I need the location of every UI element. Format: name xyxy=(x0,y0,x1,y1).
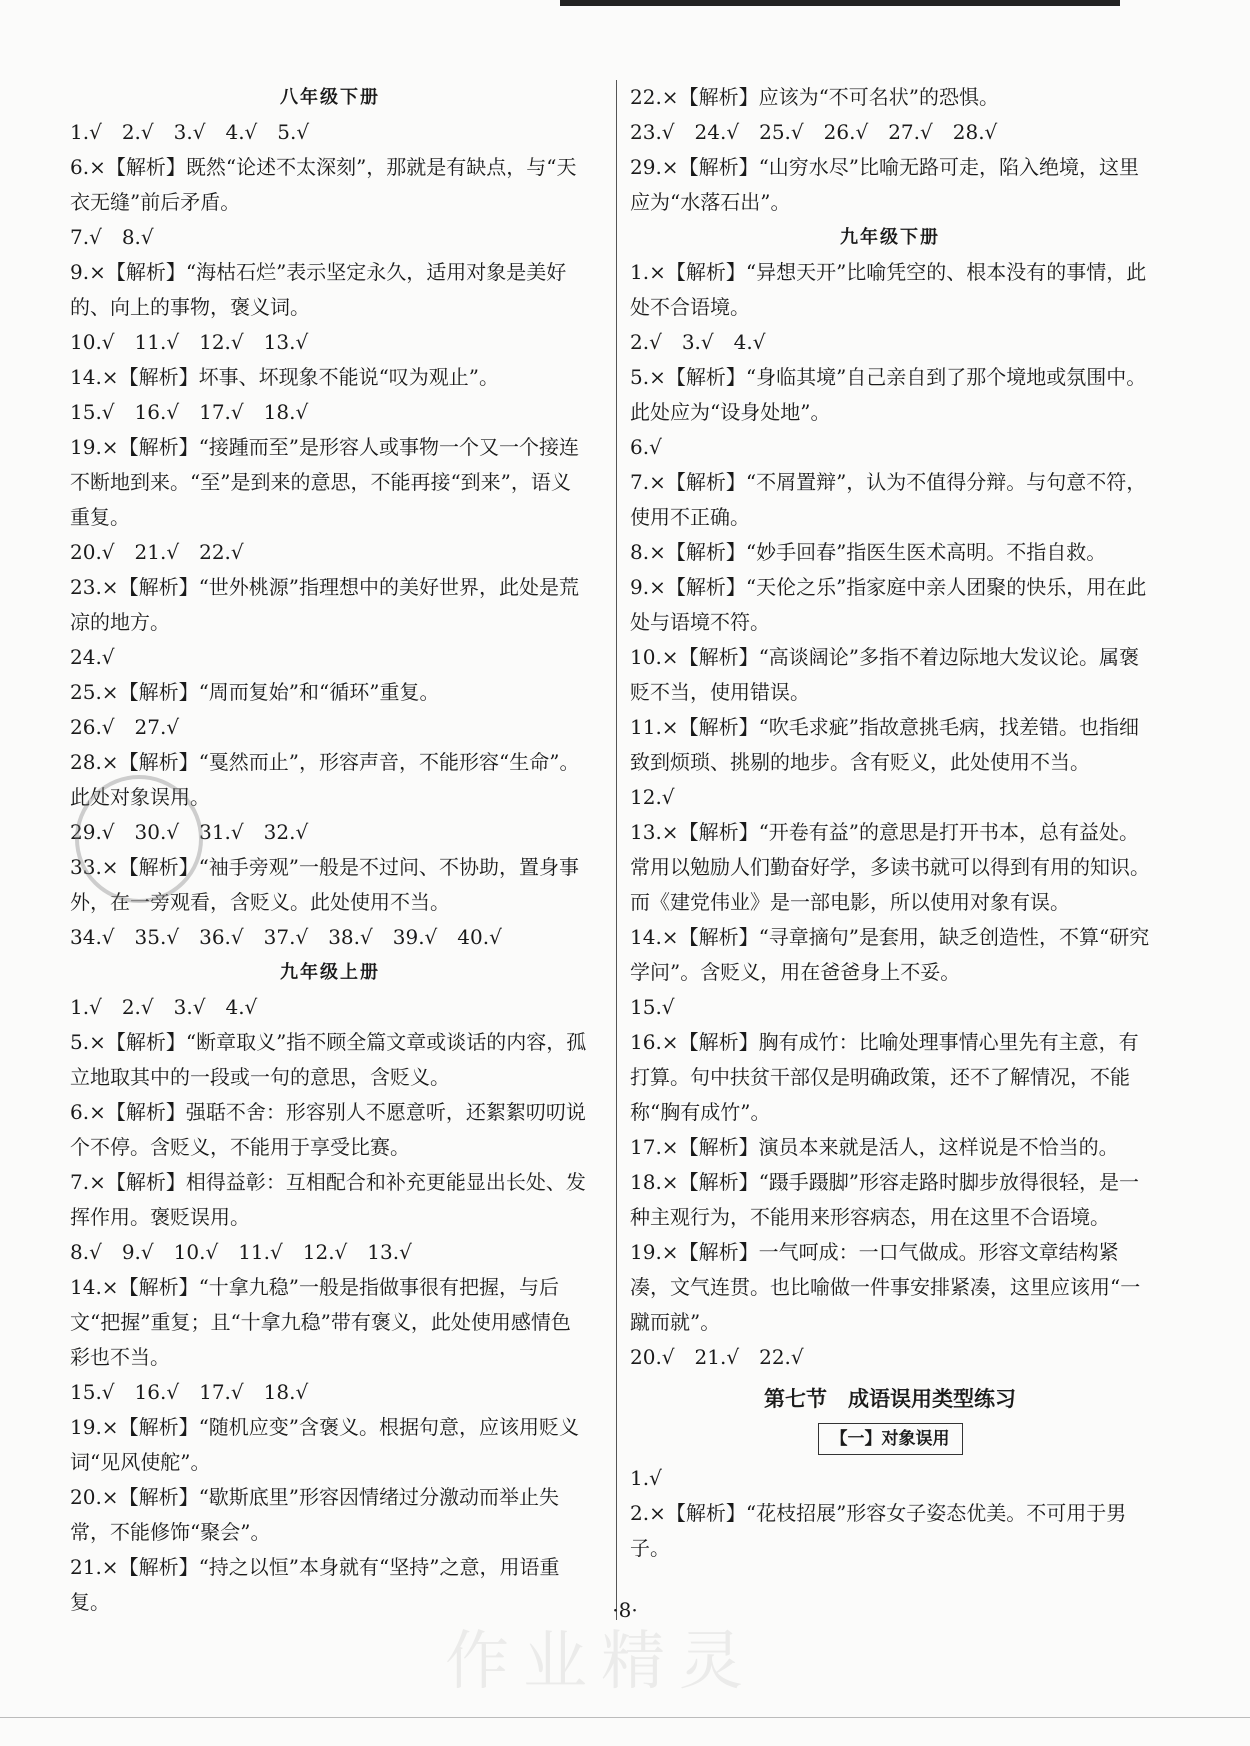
heading-grade9-vol2: 九年级下册 xyxy=(840,227,940,248)
answer-item: 1.√ xyxy=(630,1466,662,1490)
answer-item: 13.×【解析】“开卷有益”的意思是打开书本，总有益处。常用以勉励人们勤奋好学，多读书就可以得到有用的知识。而《建党伟业》是一部电影，所以使用对象有误。 xyxy=(630,820,1150,914)
answer-item: 5.×【解析】“断章取义”指不顾全篇文章或谈话的内容，孤立地取其中的一段或一句的意思，含贬义。 xyxy=(70,1030,587,1089)
answer-item: 8.√ 9.√ 10.√ 11.√ 12.√ 13.√ xyxy=(70,1240,412,1264)
answer-item: 14.×【解析】“寻章摘句”是套用，缺乏创造性，不算“研究学问”。含贬义，用在爸爸身上不妥。 xyxy=(630,925,1150,984)
answer-item: 7.√ 8.√ xyxy=(70,225,154,249)
stamp-seal xyxy=(75,775,203,903)
sub-title xyxy=(630,1420,1150,1455)
answer-item: 19.×【解析】“接踵而至”是形容人或事物一个又一个接连不断地到来。“至”是到来的意思，不能再接“到来”，语义重复。 xyxy=(70,435,580,529)
answer-item: 21.×【解析】“持之以恒”本身就有“坚持”之意，用语重复。 xyxy=(70,1555,560,1614)
right-column xyxy=(630,80,1150,1566)
watermark: 作业精灵 xyxy=(445,1625,757,1699)
answer-item: 17.×【解析】演员本来就是活人，这样说是不恰当的。 xyxy=(630,1135,1119,1159)
answer-item: 28.×【解析】“戛然而止”，形容声音，不能形容“生命”。此处对象误用。 xyxy=(70,750,580,809)
answer-item: 7.×【解析】“不屑置辩”，认为不值得分辩。与句意不符，使用不正确。 xyxy=(630,470,1147,529)
answer-item: 15.√ 16.√ 17.√ 18.√ xyxy=(70,400,309,424)
answer-item: 8.×【解析】“妙手回春”指医生医术高明。不指自救。 xyxy=(630,540,1107,564)
answer-item: 12.√ xyxy=(630,785,675,809)
answer-item: 20.√ 21.√ 22.√ xyxy=(630,1345,804,1369)
answer-item: 2.√ 3.√ 4.√ xyxy=(630,330,766,354)
answer-item: 33.×【解析】“袖手旁观”一般是不过问、不协助，置身事外，在一旁观看，含贬义。此处使用不当。 xyxy=(70,855,580,914)
right-answer-list-1 xyxy=(630,80,1150,220)
top-border xyxy=(560,0,1120,6)
answer-item: 23.×【解析】“世外桃源”指理想中的美好世界，此处是荒凉的地方。 xyxy=(70,575,580,634)
answer-item: 29.×【解析】“山穷水尽”比喻无路可走，陷入绝境，这里应为“水落石出”。 xyxy=(630,155,1140,214)
answer-item: 34.√ 35.√ 36.√ 37.√ 38.√ 39.√ 40.√ xyxy=(70,925,502,949)
answer-item: 25.×【解析】“周而复始”和“循环”重复。 xyxy=(70,680,440,704)
answer-item: 9.×【解析】“天伦之乐”指家庭中亲人团聚的快乐，用在此处与语境不符。 xyxy=(630,575,1147,634)
answer-item: 20.√ 21.√ 22.√ xyxy=(70,540,244,564)
right-answer-list-3 xyxy=(630,1461,1150,1566)
answer-item: 10.√ 11.√ 12.√ 13.√ xyxy=(70,330,309,354)
answer-item: 26.√ 27.√ xyxy=(70,715,180,739)
right-answer-list-2 xyxy=(630,255,1150,1375)
bottom-rule xyxy=(0,1717,1250,1718)
answer-item: 14.×【解析】坏事、坏现象不能说“叹为观止”。 xyxy=(70,365,500,389)
answer-item: 23.√ 24.√ 25.√ 26.√ 27.√ 28.√ xyxy=(630,120,998,144)
answer-item: 5.×【解析】“身临其境”自己亲自到了那个境地或氛围中。此处应为“设身处地”。 xyxy=(630,365,1147,424)
answer-item: 14.×【解析】“十拿九稳”一般是指做事很有把握，与后文“把握”重复；且“十拿九稳”带有褒义，此处使用感情色彩也不当。 xyxy=(70,1275,571,1369)
answer-item: 9.×【解析】“海枯石烂”表示坚定永久，适用对象是美好的、向上的事物，褒义词。 xyxy=(70,260,567,319)
answer-item: 1.√ 2.√ 3.√ 4.√ xyxy=(70,995,258,1019)
answer-item: 24.√ xyxy=(70,645,115,669)
page-number: ·8· xyxy=(612,1598,638,1622)
heading-grade9-vol1: 九年级上册 xyxy=(280,962,380,983)
answer-item: 22.×【解析】应该为“不可名状”的恐惧。 xyxy=(630,85,1000,109)
answer-item: 19.×【解析】“随机应变”含褒义。根据句意，应该用贬义词“见风使舵”。 xyxy=(70,1415,580,1474)
left-answer-list-2 xyxy=(70,990,590,1620)
answer-item: 19.×【解析】一气呵成：一口气做成。形容文章结构紧凑，文气连贯。也比喻做一件事安排紧凑，这里应该用“一蹴而就”。 xyxy=(630,1240,1141,1334)
answer-item: 1.×【解析】“异想天开”比喻凭空的、根本没有的事情，此处不合语境。 xyxy=(630,260,1147,319)
answer-item: 18.×【解析】“蹑手蹑脚”形容走路时脚步放得很轻，是一种主观行为，不能用来形容病态，用在这里不合语境。 xyxy=(630,1170,1140,1229)
answer-item: 1.√ 2.√ 3.√ 4.√ 5.√ xyxy=(70,120,310,144)
answer-item: 16.×【解析】胸有成竹：比喻处理事情心里先有主意，有打算。句中扶贫干部仅是明确政策，还不了解情况，不能称“胸有成竹”。 xyxy=(630,1030,1139,1124)
column-divider xyxy=(616,80,617,1620)
section-title: 第七节 成语误用类型练习 xyxy=(764,1386,1016,1411)
answer-item: 15.√ 16.√ 17.√ 18.√ xyxy=(70,1380,309,1404)
heading-grade8-vol2: 八年级下册 xyxy=(280,87,380,108)
answer-item: 20.×【解析】“歇斯底里”形容因情绪过分激动而举止失常，不能修饰“聚会”。 xyxy=(70,1485,560,1544)
answer-item: 6.√ xyxy=(630,435,662,459)
answer-item: 6.×【解析】强聒不舍：形容别人不愿意听，还絮絮叨叨说个不停。含贬义，不能用于享受比赛。 xyxy=(70,1100,586,1159)
answer-item: 11.×【解析】“吹毛求疵”指故意挑毛病，找差错。也指细致到烦琐、挑剔的地步。含有贬义，此处使用不当。 xyxy=(630,715,1140,774)
sub-title-label: 【一】对象误用 xyxy=(818,1423,963,1455)
answer-item: 6.×【解析】既然“论述不太深刻”，那就是有缺点，与“天衣无缝”前后矛盾。 xyxy=(70,155,577,214)
answer-item: 29.√ 30.√ 31.√ 32.√ xyxy=(70,820,309,844)
answer-item: 2.×【解析】“花枝招展”形容女子姿态优美。不可用于男子。 xyxy=(630,1501,1127,1560)
answer-item: 15.√ xyxy=(630,995,675,1019)
answer-item: 10.×【解析】“高谈阔论”多指不着边际地大发议论。属褒贬不当，使用错误。 xyxy=(630,645,1140,704)
answer-item: 7.×【解析】相得益彰：互相配合和补充更能显出长处、发挥作用。褒贬误用。 xyxy=(70,1170,586,1229)
